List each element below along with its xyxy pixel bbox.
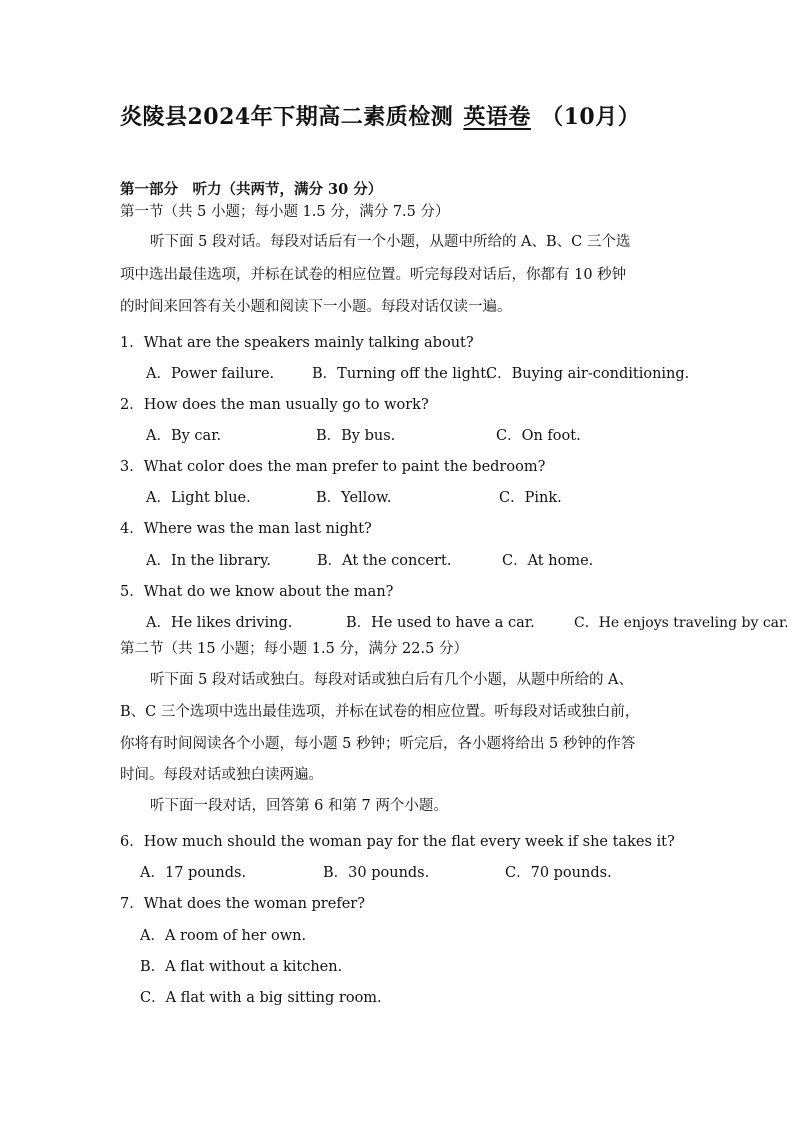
section2-sub-instruction: 听下面一段对话，回答第 6 和第 7 两个小题。 — [150, 798, 448, 814]
q6-option-c: C．70 pounds. — [505, 865, 612, 881]
title-subject: 英语卷 — [463, 104, 531, 130]
q4-option-b: B．At the concert. — [317, 553, 452, 569]
q7-option-a: A．A room of her own. — [140, 928, 307, 944]
section1-instruction-line: 项中选出最佳选项，并标在试卷的相应位置。听完每段对话后，你都有 10 秒钟 — [120, 267, 627, 283]
question-3: 3．What color does the man prefer to paint the bedroom? — [120, 459, 546, 475]
section2-instruction-line: 你将有时间阅读各个小题，每小题 5 秒钟；听完后，各小题将给出 5 秒钟的作答 — [120, 736, 636, 752]
q7-option-b: B．A flat without a kitchen. — [140, 959, 343, 975]
q2-option-b: B．By bus. — [316, 428, 396, 444]
section2-instruction-line: 时间。每段对话或独白读两遍。 — [120, 767, 323, 783]
q4-option-a: A．In the library. — [146, 553, 271, 569]
q3-option-a: A．Light blue. — [146, 490, 251, 506]
q7-option-c: C．A flat with a big sitting room. — [140, 990, 382, 1006]
q6-option-a: A．17 pounds. — [140, 865, 247, 881]
title-prefix: 炎陵县2024年下期高二素质检测 — [120, 104, 454, 130]
q1-option-a: A．Power failure. — [146, 366, 275, 382]
section2-instruction-line: 听下面 5 段对话或独白。每段对话或独白后有几个小题，从题中所给的 A、 — [150, 672, 634, 688]
part1-heading: 第一部分 听力（共两节，满分 30 分） — [120, 181, 383, 198]
q5-option-b: B．He used to have a car. — [346, 615, 535, 631]
q1-option-b: B．Turning off the light. — [312, 366, 491, 382]
question-6: 6．How much should the woman pay for the flat every week if she takes it? — [120, 834, 675, 850]
section1-heading: 第一节（共 5 小题；每小题 1.5 分，满分 7.5 分） — [120, 204, 450, 220]
question-7: 7．What does the woman prefer? — [120, 896, 365, 912]
q3-option-b: B．Yellow. — [316, 490, 392, 506]
q5-option-c: C．He enjoys traveling by car. — [574, 615, 789, 631]
section1-instruction-line: 的时间来回答有关小题和阅读下一小题。每段对话仅读一遍。 — [120, 299, 512, 315]
q2-option-a: A．By car. — [146, 428, 222, 444]
question-1: 1．What are the speakers mainly talking about? — [120, 335, 474, 351]
section2-heading: 第二节（共 15 小题；每小题 1.5 分，满分 22.5 分） — [120, 641, 468, 657]
q5-option-a: A．He likes driving. — [146, 615, 293, 631]
q1-option-c: C．Buying air-conditioning. — [486, 366, 690, 382]
question-5: 5．What do we know about the man? — [120, 584, 394, 600]
exam-title — [120, 100, 720, 131]
question-2: 2．How does the man usually go to work? — [120, 397, 429, 413]
question-4: 4．Where was the man last night? — [120, 521, 372, 537]
q6-option-b: B．30 pounds. — [323, 865, 430, 881]
q2-option-c: C．On foot. — [496, 428, 581, 444]
section1-instruction-line: 听下面 5 段对话。每段对话后有一个小题，从题中所给的 A、B、C 三个选 — [150, 234, 631, 250]
section2-instruction-line: B、C 三个选项中选出最佳选项，并标在试卷的相应位置。听每段对话或独白前， — [120, 704, 640, 720]
q3-option-c: C．Pink. — [499, 490, 562, 506]
q4-option-c: C．At home. — [502, 553, 594, 569]
title-suffix: （10月） — [541, 104, 641, 130]
